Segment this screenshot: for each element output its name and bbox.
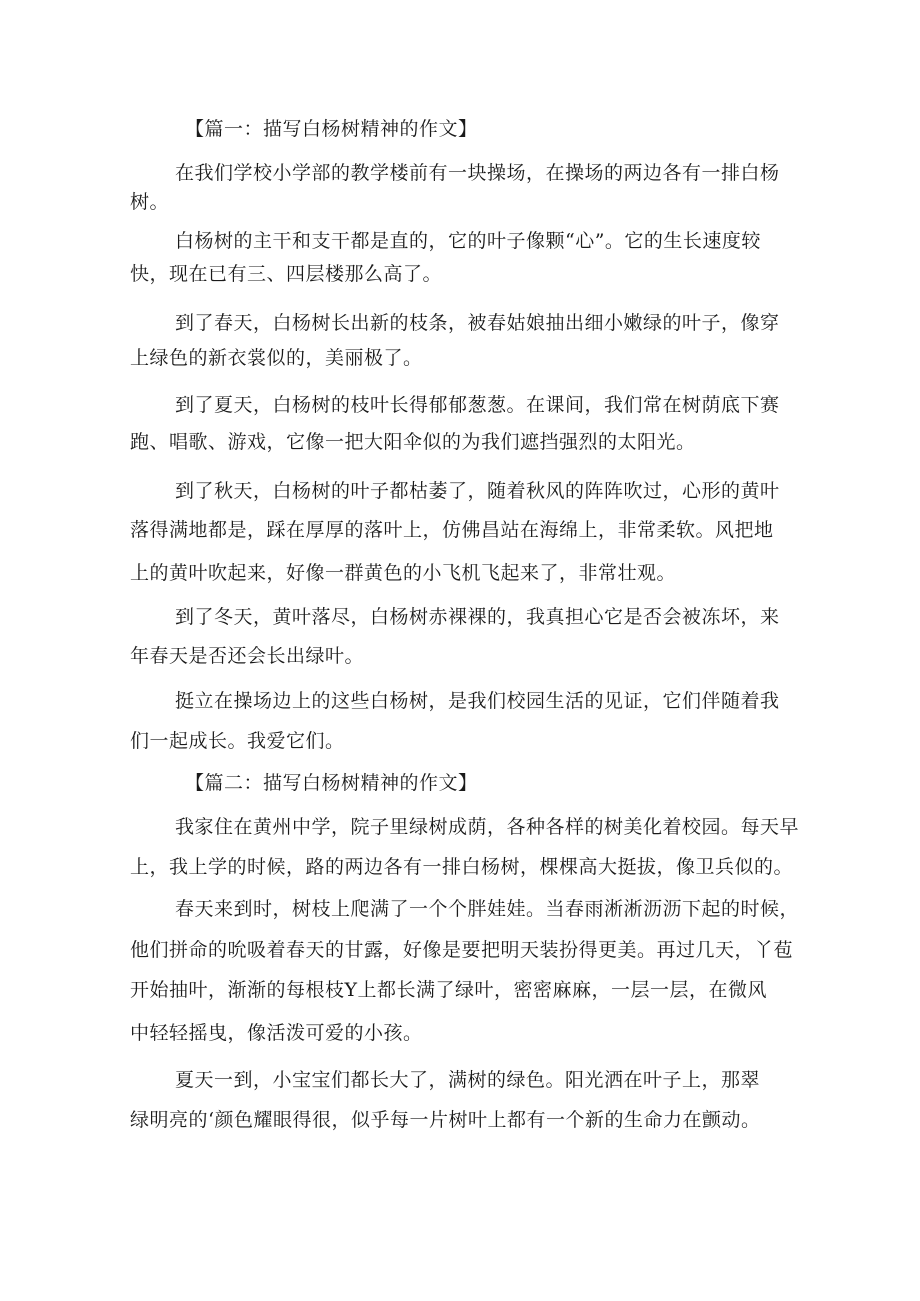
s2-p2-line3: 开始抽叶，渐渐的每根枝Y上都长满了绿叶，密密麻麻，一层一层，在微风 bbox=[130, 979, 768, 1001]
s2-p2-line2: 他们拼命的吮吸着春天的甘露，好像是要把明天装扮得更美。再过几天，丫苞 bbox=[130, 939, 794, 961]
s1-p7-line2: 们一起成长。我爱它们。 bbox=[130, 730, 345, 752]
s2-p3-line2: 绿明亮的‘颜色耀眼得很，似乎每一片树叶上都有一个新的生命力在颤动。 bbox=[130, 1109, 761, 1131]
s1-p1-line1: 在我们学校小学部的教学楼前有一块操场，在操场的两边各有一排白杨 bbox=[175, 162, 780, 184]
s1-p5-line1: 到了秋天，白杨树的叶子都枯萎了，随着秋风的阵阵吹过，心形的黄叶 bbox=[175, 480, 780, 502]
s1-p4-line2: 跑、唱歌、游戏，它像一把大阳伞似的为我们遮挡强烈的太阳光。 bbox=[130, 431, 696, 453]
s2-p3-line1: 夏天一到，小宝宝们都长大了，满树的绿色。阳光洒在叶子上，那翠 bbox=[175, 1069, 761, 1091]
s1-p3-line2: 上绿色的新衣裳似的，美丽极了。 bbox=[130, 347, 423, 369]
s1-p5-line3: 上的黄叶吹起来，好像一群黄色的小飞机飞起来了，非常壮观。 bbox=[130, 562, 677, 584]
section2-heading: 【篇二：描写白杨树精神的作文】 bbox=[185, 772, 478, 794]
s2-p1-line1: 我家住在黄州中学，院子里绿树成荫，各种各样的树美化着校园。每天早 bbox=[175, 816, 800, 838]
s1-p7-line1: 挺立在操场边上的这些白杨树，是我们校园生活的见证，它们伴随着我 bbox=[175, 690, 780, 712]
s1-p2-line1: 白杨树的主干和支干都是直的，它的叶子像颗“心”。它的生长速度较 bbox=[175, 230, 761, 252]
s1-p6-line2: 年春天是否还会长出绿叶。 bbox=[130, 645, 365, 667]
s2-p2-line4: 中轻轻摇曳，像活泼可爱的小孩。 bbox=[130, 1022, 423, 1044]
section1-heading: 【篇一：描写白杨树精神的作文】 bbox=[185, 118, 478, 140]
s1-p2-line2: 快，现在已有三、四层楼那么高了。 bbox=[130, 263, 443, 285]
s1-p6-line1: 到了冬天，黄叶落尽，白杨树赤裸裸的，我真担心它是否会被冻坏，来 bbox=[175, 606, 780, 628]
s1-p4-line1: 到了夏天，白杨树的枝叶长得郁郁葱葱。在课间，我们常在树荫底下赛 bbox=[175, 394, 780, 416]
s1-p5-line2: 落得满地都是，踩在厚厚的落叶上，仿佛昌站在海绵上，非常柔软。风把地 bbox=[130, 519, 774, 541]
s1-p3-line1: 到了春天，白杨树长出新的枝条，被春姑娘抽出细小嫩绿的叶子，像穿 bbox=[175, 312, 780, 334]
s2-p2-line1: 春天来到时，树枝上爬满了一个个胖娃娃。当春雨淅淅沥沥下起的时候， bbox=[175, 898, 800, 920]
s1-p1-line2: 树。 bbox=[130, 191, 170, 213]
s2-p1-line2: 上，我上学的时候，路的两边各有一排白杨树，棵棵高大挺拔，像卫兵似的。 bbox=[130, 856, 794, 878]
